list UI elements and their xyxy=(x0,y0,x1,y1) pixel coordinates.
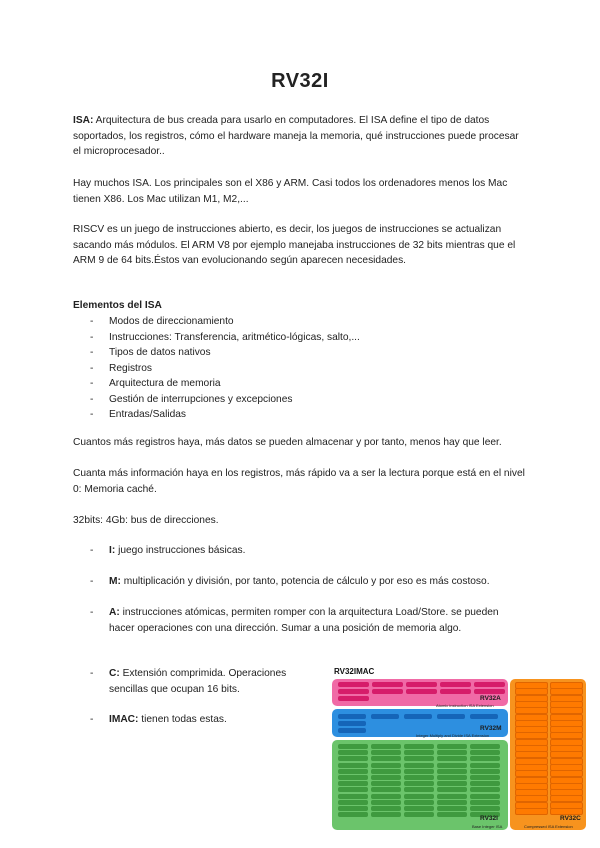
instruction-cell xyxy=(404,714,432,719)
instruction-cell xyxy=(470,763,500,768)
instruction-cell xyxy=(470,794,500,799)
instruction-cell xyxy=(406,689,437,694)
instruction-cell xyxy=(371,781,401,786)
list-item: - M: multiplicación y división, por tanto, potencia de cálculo y por eso es más costoso. xyxy=(90,576,490,587)
instruction-cell xyxy=(550,808,583,815)
instruction-cell xyxy=(338,721,366,726)
instruction-cell xyxy=(437,775,467,780)
instruction-cell xyxy=(470,775,500,780)
instruction-cell xyxy=(404,787,434,792)
instruction-cell xyxy=(371,800,401,805)
instruction-cell xyxy=(470,756,500,761)
instruction-cell xyxy=(404,794,434,799)
instruction-cell xyxy=(437,800,467,805)
instruction-cell xyxy=(470,769,500,774)
instruction-cell xyxy=(371,812,401,817)
instruction-cell xyxy=(470,714,498,719)
instruction-cell xyxy=(404,781,434,786)
isa-types-paragraph: Hay muchos ISA. Los principales son el X86 y ARM. Casi todos los ordenadores menos los Mac tienen X86. Los Mac utilizan M1, M2,... xyxy=(73,178,508,205)
instruction-cell xyxy=(437,794,467,799)
instruction-cell xyxy=(404,756,434,761)
instruction-cell xyxy=(470,800,500,805)
instruction-cell xyxy=(338,689,369,694)
rv32c-sublabel: Compressed ISA Extension xyxy=(524,824,573,829)
instruction-cell xyxy=(404,800,434,805)
instruction-cell xyxy=(372,689,403,694)
riscv-paragraph: RISCV es un juego de instrucciones abierto, es decir, los juegos de instrucciones se actualizan sacando más módulos. El ARM V8 por ejemplo manejaba instrucciones de 32 bits mientras que el ARM 9 de 64 bits.Éstos van evolucionando según aparecen necesidades. xyxy=(73,224,516,266)
rv32i-sublabel: Base Integer ISA xyxy=(472,824,503,829)
instruction-cell xyxy=(338,775,368,780)
instruction-cell xyxy=(338,800,368,805)
list-item: - Registros xyxy=(90,362,153,374)
list-item: - Instrucciones: Transferencia, aritmético-lógicas, salto,... xyxy=(90,331,360,343)
instruction-cell xyxy=(371,714,399,719)
instruction-cell xyxy=(338,769,368,774)
instruction-cell xyxy=(338,696,369,701)
instruction-cell xyxy=(371,744,401,749)
instruction-cell xyxy=(470,781,500,786)
instruction-cell xyxy=(338,744,368,749)
rv32c-label: RV32C xyxy=(560,815,581,822)
instruction-cell xyxy=(371,794,401,799)
registers-cache-paragraph: Cuanta más información haya en los registros, más rápido va a ser la lectura porque está en el nivel 0: Memoria caché. xyxy=(73,468,525,495)
instruction-cell xyxy=(437,806,467,811)
instruction-cell xyxy=(404,744,434,749)
elements-heading: Elementos del ISA xyxy=(73,300,162,311)
instruction-cell xyxy=(437,744,467,749)
instruction-cell xyxy=(404,769,434,774)
list-item: - Modos de direccionamiento xyxy=(90,316,234,327)
list-item: - C: Extensión comprimida. Operaciones sencillas que ocupan 16 bits. xyxy=(90,668,287,695)
instruction-cell xyxy=(437,769,467,774)
instruction-cell xyxy=(338,781,368,786)
instruction-cell xyxy=(338,682,369,687)
instruction-cell xyxy=(371,806,401,811)
instruction-cell xyxy=(338,787,368,792)
instruction-cell xyxy=(515,808,548,815)
list-item: - IMAC: tienen todas estas. xyxy=(90,714,227,725)
address-bus-paragraph: 32bits: 4Gb: bus de direcciones. xyxy=(73,515,219,526)
instruction-cell xyxy=(404,750,434,755)
instruction-cell xyxy=(371,763,401,768)
isa-text: Arquitectura de bus creada para usarlo en computadores. El ISA define el tipo de datos soportados, los registros, cómo el hardware maneja la memoria, qué instrucciones puede procesar el microprocesador.. xyxy=(73,115,519,157)
instruction-cell xyxy=(437,714,465,719)
instruction-cell xyxy=(470,744,500,749)
rv32m-label: RV32M xyxy=(480,725,502,732)
instruction-cell xyxy=(338,750,368,755)
instruction-cell xyxy=(437,787,467,792)
elements-list xyxy=(73,314,528,423)
instruction-cell xyxy=(404,812,434,817)
instruction-cell xyxy=(470,787,500,792)
instruction-cell xyxy=(338,794,368,799)
rv32i-label: RV32I xyxy=(480,815,498,822)
isa-paragraph xyxy=(73,113,528,160)
list-item: - Gestión de interrupciones y excepciones xyxy=(90,393,293,405)
instruction-cell xyxy=(371,787,401,792)
instruction-cell xyxy=(404,806,434,811)
instruction-cell xyxy=(371,769,401,774)
instruction-cell xyxy=(437,750,467,755)
instruction-cell xyxy=(338,756,368,761)
instruction-cell xyxy=(437,781,467,786)
instruction-cell xyxy=(474,689,505,694)
instruction-cell xyxy=(338,714,366,719)
instruction-cell xyxy=(338,812,368,817)
instruction-cell xyxy=(437,756,467,761)
instruction-cell xyxy=(440,689,471,694)
instruction-cell xyxy=(470,806,500,811)
instruction-cell xyxy=(371,750,401,755)
instruction-cell xyxy=(406,682,437,687)
diagram-title: RV32IMAC xyxy=(334,667,375,676)
instruction-cell xyxy=(470,750,500,755)
page-title: RV32I xyxy=(271,70,329,92)
instruction-cell xyxy=(371,756,401,761)
rv32imac-diagram xyxy=(332,667,586,830)
list-item: - Tipos de datos nativos xyxy=(90,347,211,358)
list-item: - I: juego instrucciones básicas. xyxy=(90,545,246,556)
list-item: - Arquitectura de memoria xyxy=(90,378,221,389)
instruction-cell xyxy=(474,682,505,687)
instruction-cell xyxy=(338,728,366,733)
instruction-cell xyxy=(404,763,434,768)
rv32m-sublabel: Integer Multiply and Divide ISA Extension xyxy=(416,733,490,738)
instruction-cell xyxy=(372,682,403,687)
instruction-cell xyxy=(440,682,471,687)
list-item: - A: instrucciones atómicas, permiten romper con la arquitectura Load/Store. se pueden hacer operaciones con una dirección. Sumar a una posición de memoria algo. xyxy=(90,607,499,634)
rv32a-label: RV32A xyxy=(480,695,501,702)
registers-paragraph: Cuantos más registros haya, más datos se pueden almacenar y por tanto, menos hay que leer. xyxy=(73,437,502,448)
instruction-cell xyxy=(371,775,401,780)
instruction-cell xyxy=(437,812,467,817)
instruction-cell xyxy=(437,763,467,768)
instruction-cell xyxy=(338,763,368,768)
instruction-cell xyxy=(338,806,368,811)
isa-label: ISA: xyxy=(73,115,94,126)
list-item: - Entradas/Salidas xyxy=(90,409,187,420)
instruction-cell xyxy=(404,775,434,780)
rv32a-sublabel: Atomic instruction ISA Extension xyxy=(436,703,494,708)
